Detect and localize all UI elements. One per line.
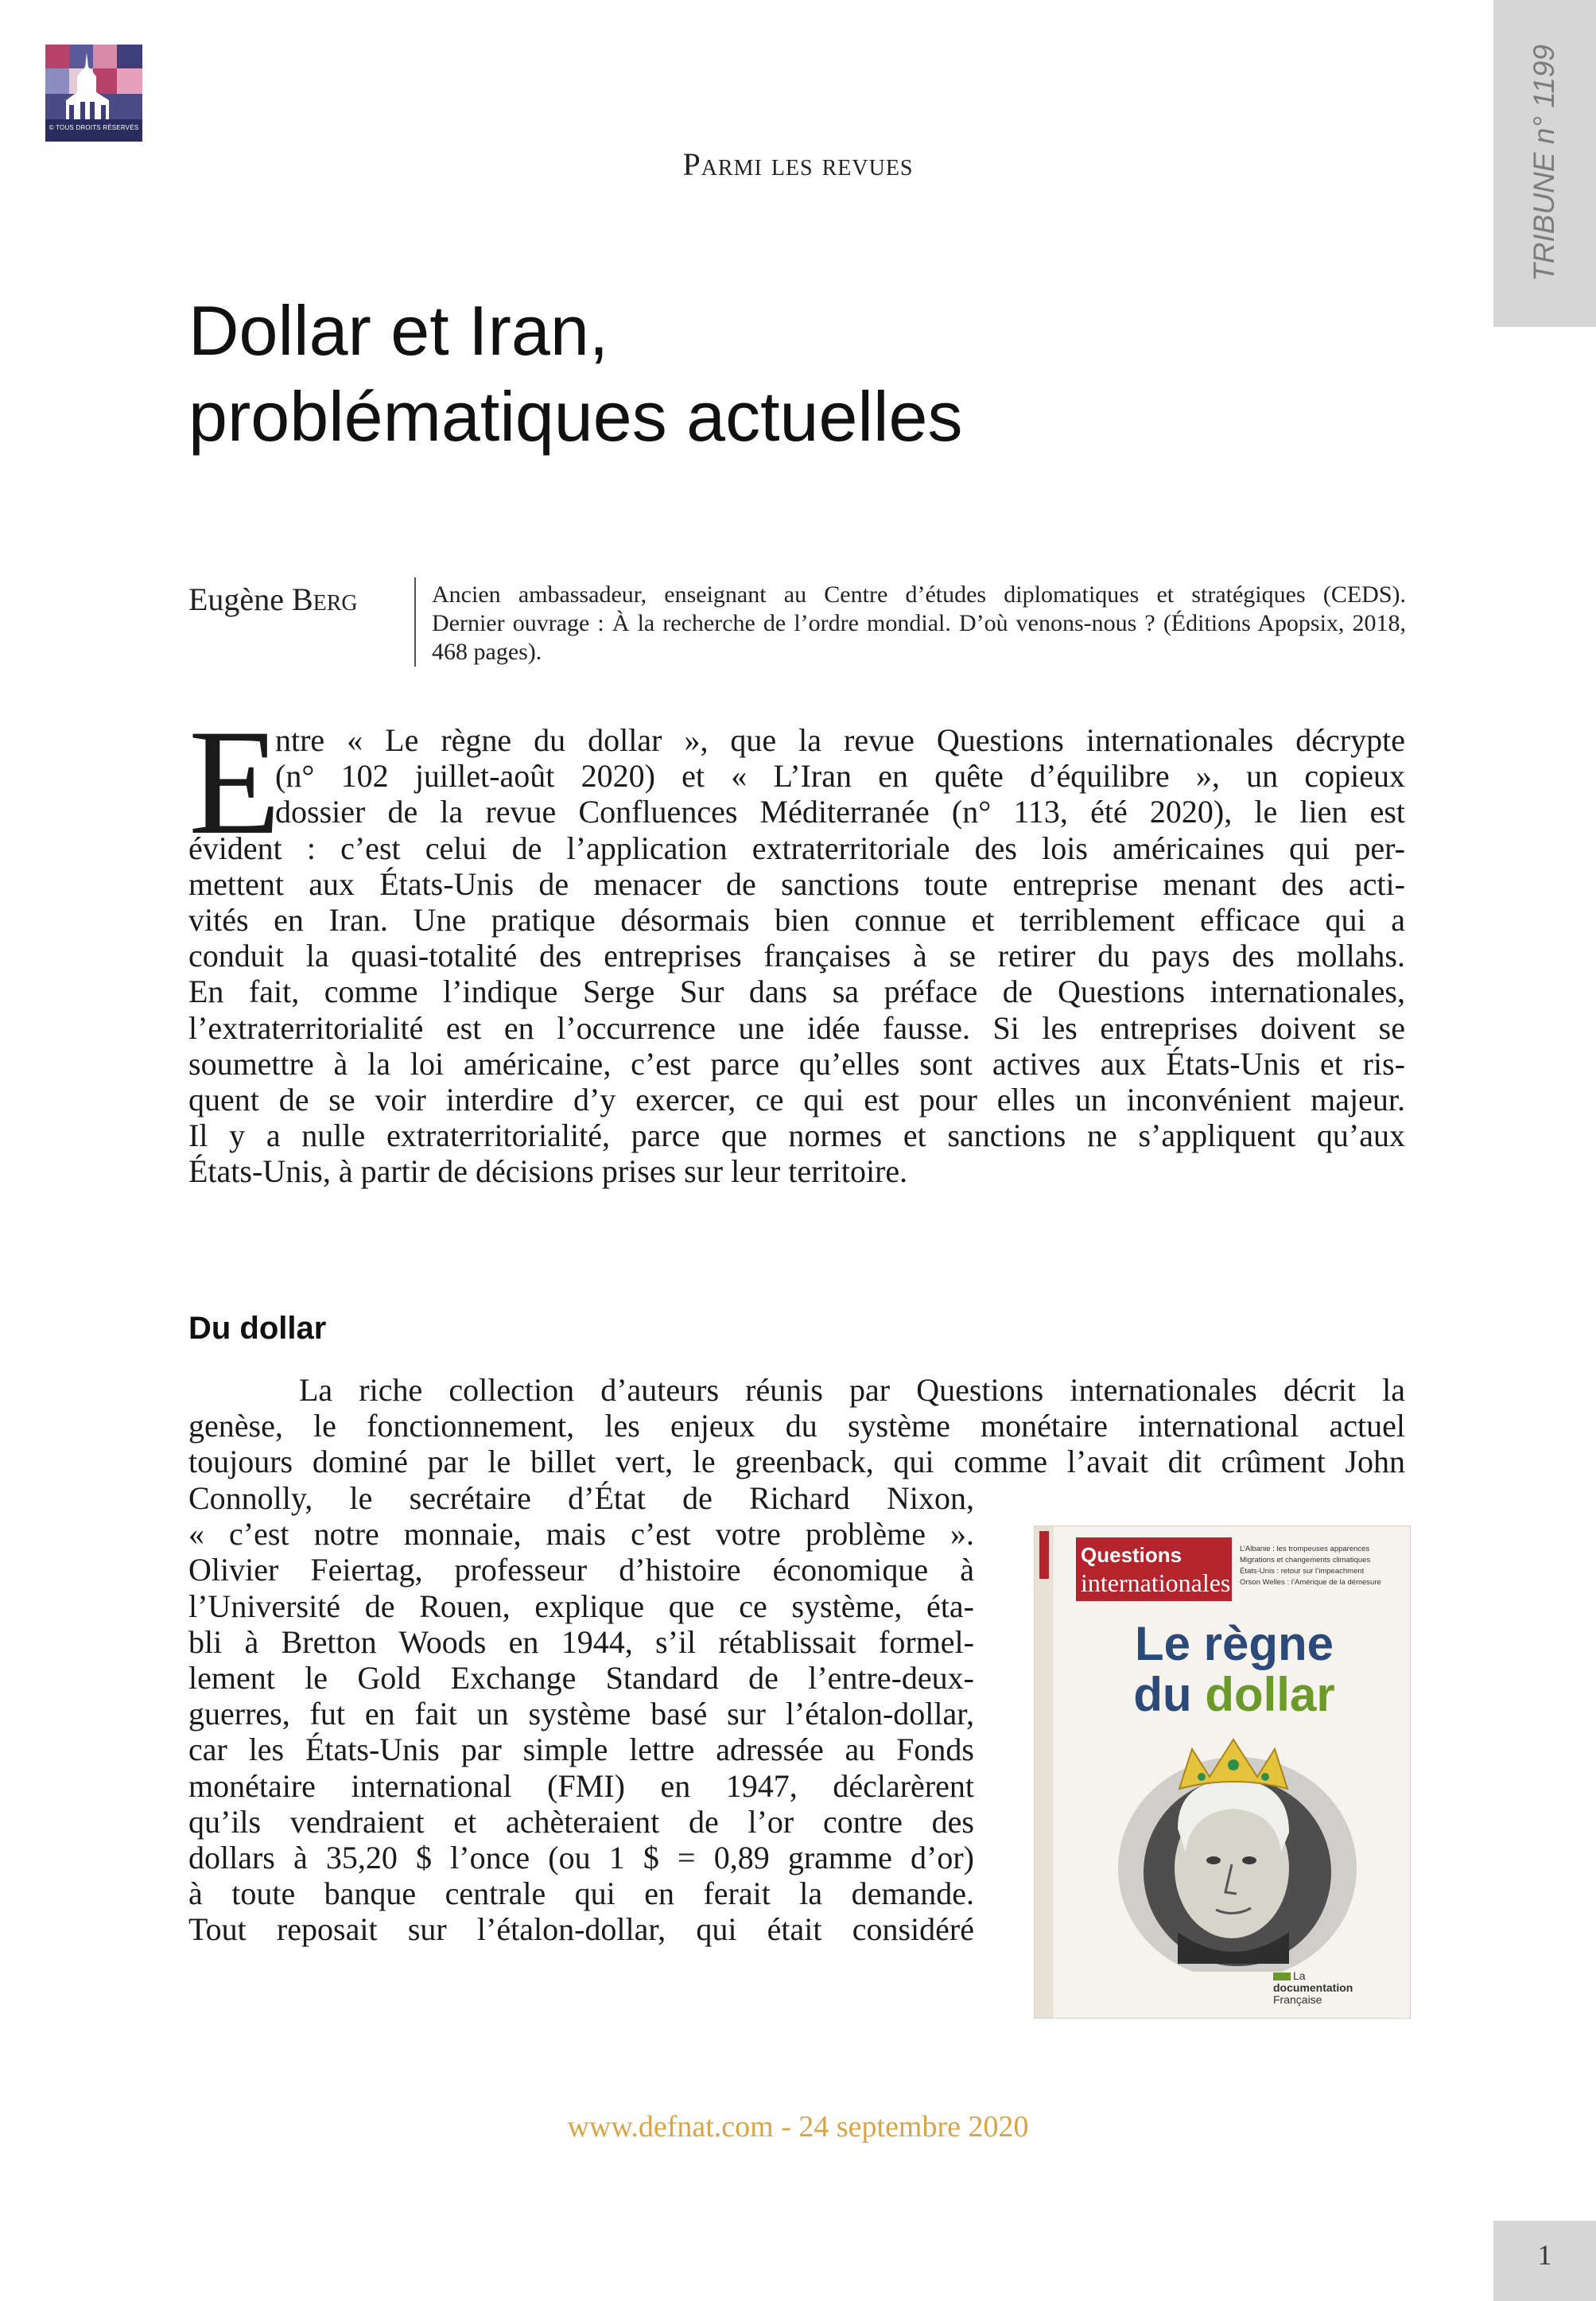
section-line: Tout reposait sur l’étalon-dollar, qui était considéré: [188, 1911, 974, 1948]
section-line: l’Université de Rouen, explique que ce système, éta-: [188, 1588, 974, 1624]
cover-headline-line1: Le règne: [1134, 1617, 1334, 1670]
section-paragraph-full: [188, 1372, 1405, 1480]
section-line: toujours dominé par le billet vert, le greenback, qui comme l’avait dit crûment John: [188, 1444, 1405, 1480]
logo-caption: © TOUS DROITS RÉSERVÉS: [45, 119, 142, 137]
bio-line: Dernier ouvrage : À la recherche de l’ordre mondial. D’où venons-nous ? (Éditions Apopsix, 2018,: [432, 610, 1406, 636]
intro-line: ntre « Le règne du dollar », que la revue Questions internationales décrypte: [275, 722, 1405, 758]
intro-line: mettent aux États-Unis de menacer de sanctions toute entreprise menant des acti-: [188, 865, 1405, 902]
cover-headline-du: du: [1133, 1668, 1192, 1721]
footer-url-date: www.defnat.com - 24 septembre 2020: [567, 2110, 1029, 2144]
page-number: 1: [1537, 2239, 1552, 2271]
section-line: guerres, fut en fait un système basé sur l’étalon-dollar,: [188, 1696, 974, 1732]
intro-line: (n° 102 juillet-août 2020) et « L’Iran en quête d’équilibre », un copieux: [275, 758, 1405, 795]
section-line: Olivier Feiertag, professeur d’histoire économique à: [188, 1552, 974, 1588]
title-line: Dollar et Iran,: [188, 291, 609, 370]
section-line: lement le Gold Exchange Standard de l’entre-deux-: [188, 1660, 974, 1697]
publisher-line2: documentation: [1273, 1981, 1353, 1994]
section-heading: Du dollar: [188, 1311, 327, 1346]
section-line: bli à Bretton Woods en 1944, s’il rétablissait formel-: [188, 1623, 974, 1660]
section-kicker: Parmi les revues: [682, 146, 914, 182]
cover-publisher: [1273, 1970, 1353, 2006]
intro-paragraph: [188, 722, 1405, 1190]
magazine-cover-image: [1034, 1526, 1411, 2019]
drop-cap: E: [188, 699, 282, 866]
intro-line: conduit la quasi-totalité des entreprises françaises à se retirer du pays des mollahs.: [188, 938, 1405, 974]
page-number-tab: [1493, 2221, 1596, 2301]
cover-brand: [1076, 1537, 1232, 1601]
intro-line: Il y a nulle extraterritorialité, parce que normes et sanctions ne s’appliquent qu’aux: [188, 1117, 1405, 1154]
intro-line: évident : c’est celui de l’application extraterritoriale des lois américaines qui per-: [188, 830, 1405, 866]
section-paragraph-narrow: [188, 1480, 974, 1948]
cover-teaser: L’Albanie : les trompeuses apparences: [1240, 1545, 1370, 1553]
tribune-number-label: TRIBUNE n° 1199: [1528, 45, 1560, 282]
section-line: dollars à 35,20 $ l’once (ou 1 $ = 0,89 gramme d’or): [188, 1840, 974, 1876]
intro-line: dossier de la revue Confluences Méditerranée (n° 113, été 2020), le lien est: [275, 794, 1405, 830]
intro-line: vités en Iran. Une pratique désormais bien connue et terriblement efficace qui a: [188, 902, 1405, 939]
title-line: problématiques actuelles: [188, 377, 963, 456]
cover-brand-line1: Questions: [1081, 1543, 1182, 1567]
cover-brand-line2: internationales: [1081, 1568, 1231, 1597]
intro-line: En fait, comme l’indique Serge Sur dans sa préface de Questions internationales,: [188, 974, 1405, 1010]
section-line: qu’ils vendraient et achèteraient de l’or contre des: [188, 1803, 974, 1840]
article-title: [188, 288, 1461, 460]
author-bio: [432, 581, 1406, 667]
author-first-name: Eugène: [188, 581, 284, 617]
cover-teasers: [1240, 1544, 1403, 1588]
cover-spine: [1035, 1526, 1054, 2018]
intro-line: quent de se voir interdire d’y exercer, ce qui est pour elles un inconvénient majeur.: [188, 1082, 1405, 1118]
bio-line: Ancien ambassadeur, enseignant au Centre d’études diplomatiques et stratégiques (CEDS).: [432, 581, 1406, 608]
section-line: car les États-Unis par simple lettre adressée au Fonds: [188, 1732, 974, 1768]
intro-line: États-Unis, à partir de décisions prises sur leur territoire.: [188, 1153, 908, 1190]
publisher-mark: [1273, 1973, 1291, 1980]
publisher-line3: Française: [1273, 1993, 1322, 2006]
section-line: genèse, le fonctionnement, les enjeux du système monétaire international actuel: [188, 1408, 1405, 1444]
intro-line: soumettre à la loi américaine, c’est parce qu’elles sont actives aux États-Unis et ris-: [188, 1045, 1405, 1082]
cover-teaser: États-Unis : retour sur l’impeachment: [1240, 1567, 1365, 1576]
washington-crown-illustration: [1090, 1733, 1384, 1972]
section-line: Connolly, le secrétaire d’État de Richard Nixon,: [188, 1480, 974, 1516]
section-line: La riche collection d’auteurs réunis par Questions internationales décrit la: [299, 1372, 1405, 1408]
publisher-line1: La: [1293, 1969, 1306, 1982]
cover-headline-dollar: dollar: [1205, 1668, 1335, 1721]
author-last-name: Berg: [291, 581, 358, 617]
section-line: monétaire international (FMI) en 1947, déclarèrent: [188, 1767, 974, 1804]
author-name: [188, 581, 358, 618]
section-line: « c’est notre monnaie, mais c’est votre problème ».: [188, 1516, 974, 1553]
cover-teaser: Orson Welles : l’Amérique de la démesure: [1240, 1578, 1381, 1587]
intro-line: l’extraterritorialité est en l’occurrence une idée fausse. Si les entreprises doivent se: [188, 1009, 1405, 1046]
cover-teaser: Migrations et changements climatiques: [1240, 1556, 1371, 1564]
section-line: à toute banque centrale qui en ferait la demande.: [188, 1875, 974, 1912]
author-separator: [414, 577, 416, 667]
cover-headline: [1063, 1619, 1405, 1720]
bio-line: 468 pages).: [432, 639, 542, 665]
